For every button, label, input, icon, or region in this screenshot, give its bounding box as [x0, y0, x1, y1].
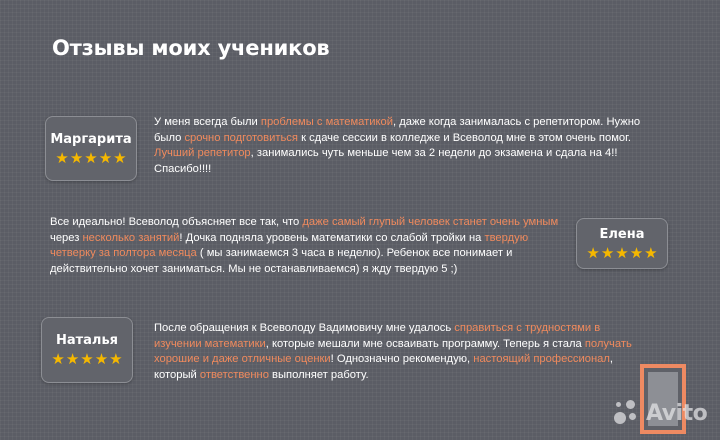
highlighted-phrase: срочно подготовиться — [184, 131, 298, 144]
reviewer-card-natalya — [41, 317, 133, 383]
highlighted-phrase: даже самый глупый человек станет очень умным — [302, 216, 559, 228]
review-text-segment: У меня всегда были — [154, 116, 258, 128]
highlighted-phrase: Лучший репетитор — [154, 147, 251, 159]
review-text-natalya — [154, 321, 640, 383]
star-icon: ★ — [80, 351, 94, 368]
highlighted-phrase: получать хорошие и даже отличные оценки — [154, 337, 632, 365]
star-icon: ★ — [644, 244, 658, 262]
rating-stars — [55, 151, 126, 166]
page-title: Отзывы моих учеников — [52, 36, 330, 60]
review-text-segment: , который — [154, 353, 613, 381]
star-icon: ★ — [51, 351, 65, 368]
rating-stars — [586, 246, 657, 261]
review-text-segment: ! Однозначно рекомендую, — [330, 353, 474, 365]
star-icon: ★ — [69, 149, 84, 167]
review-text-margarita — [154, 115, 662, 177]
reviewer-name: Наталья — [55, 333, 119, 348]
rating-stars — [51, 352, 122, 367]
review-text-segment: через — [50, 231, 83, 244]
star-icon: ★ — [65, 351, 80, 368]
reviewer-name: Маргарита — [50, 131, 132, 147]
review-text-segment: После обращения к Всеволоду Вадимовичу мне удалось — [154, 322, 455, 334]
star-icon: ★ — [94, 351, 109, 368]
reviewer-card-elena — [576, 218, 668, 269]
highlighted-phrase: твердую четверку за полтора месяца — [50, 231, 529, 259]
star-icon: ★ — [109, 351, 123, 368]
avito-logo-text: Avito — [646, 400, 708, 426]
star-icon: ★ — [113, 149, 127, 167]
reviewer-card-margarita — [45, 116, 137, 181]
review-text-elena — [50, 215, 570, 277]
review-text-segment: ! Дочка подняла уровень математики со слабой тройки на — [179, 231, 485, 244]
avito-watermark — [612, 398, 707, 428]
avito-dots-icon — [612, 398, 642, 428]
review-text-segment: ( мы занимаемся 3 часа в неделю). Ребенок все понимает и действительно хочет заниматься. Мы не останавливаемся) я жду твердую 5 ;) — [50, 247, 513, 275]
reviewer-name: Елена — [599, 226, 645, 242]
star-icon: ★ — [84, 149, 98, 167]
highlighted-phrase: несколько занятий — [82, 231, 180, 244]
highlighted-phrase: ответственно — [199, 368, 269, 381]
review-text-segment: , даже когда занималась с репетитором. Нужно было — [154, 116, 641, 144]
star-icon: ★ — [629, 244, 644, 262]
review-text-segment: , занимались чуть меньше чем за 2 недели до экзамена и сдала на 4!! Спасибо!!!! — [154, 147, 618, 175]
star-icon: ★ — [615, 244, 629, 262]
review-text-segment: к сдаче сессии в колледже и Всеволод мне в этом очень помог. — [297, 131, 631, 144]
review-text-segment: выполняет работу. — [268, 368, 369, 381]
highlighted-phrase: проблемы с математикой — [257, 116, 394, 128]
review-text-segment: Все идеально! Всеволод объясняет все так, что — [50, 216, 303, 228]
highlighted-phrase: справиться с трудностями в изучении математики — [154, 322, 601, 350]
star-icon: ★ — [98, 149, 113, 167]
review-text-segment: , которые мешали мне осваивать программу. Теперь я стала — [265, 337, 585, 350]
star-icon: ★ — [55, 149, 69, 167]
star-icon: ★ — [586, 244, 600, 262]
highlighted-phrase: настоящий профессионал — [473, 353, 610, 365]
star-icon: ★ — [600, 244, 615, 262]
